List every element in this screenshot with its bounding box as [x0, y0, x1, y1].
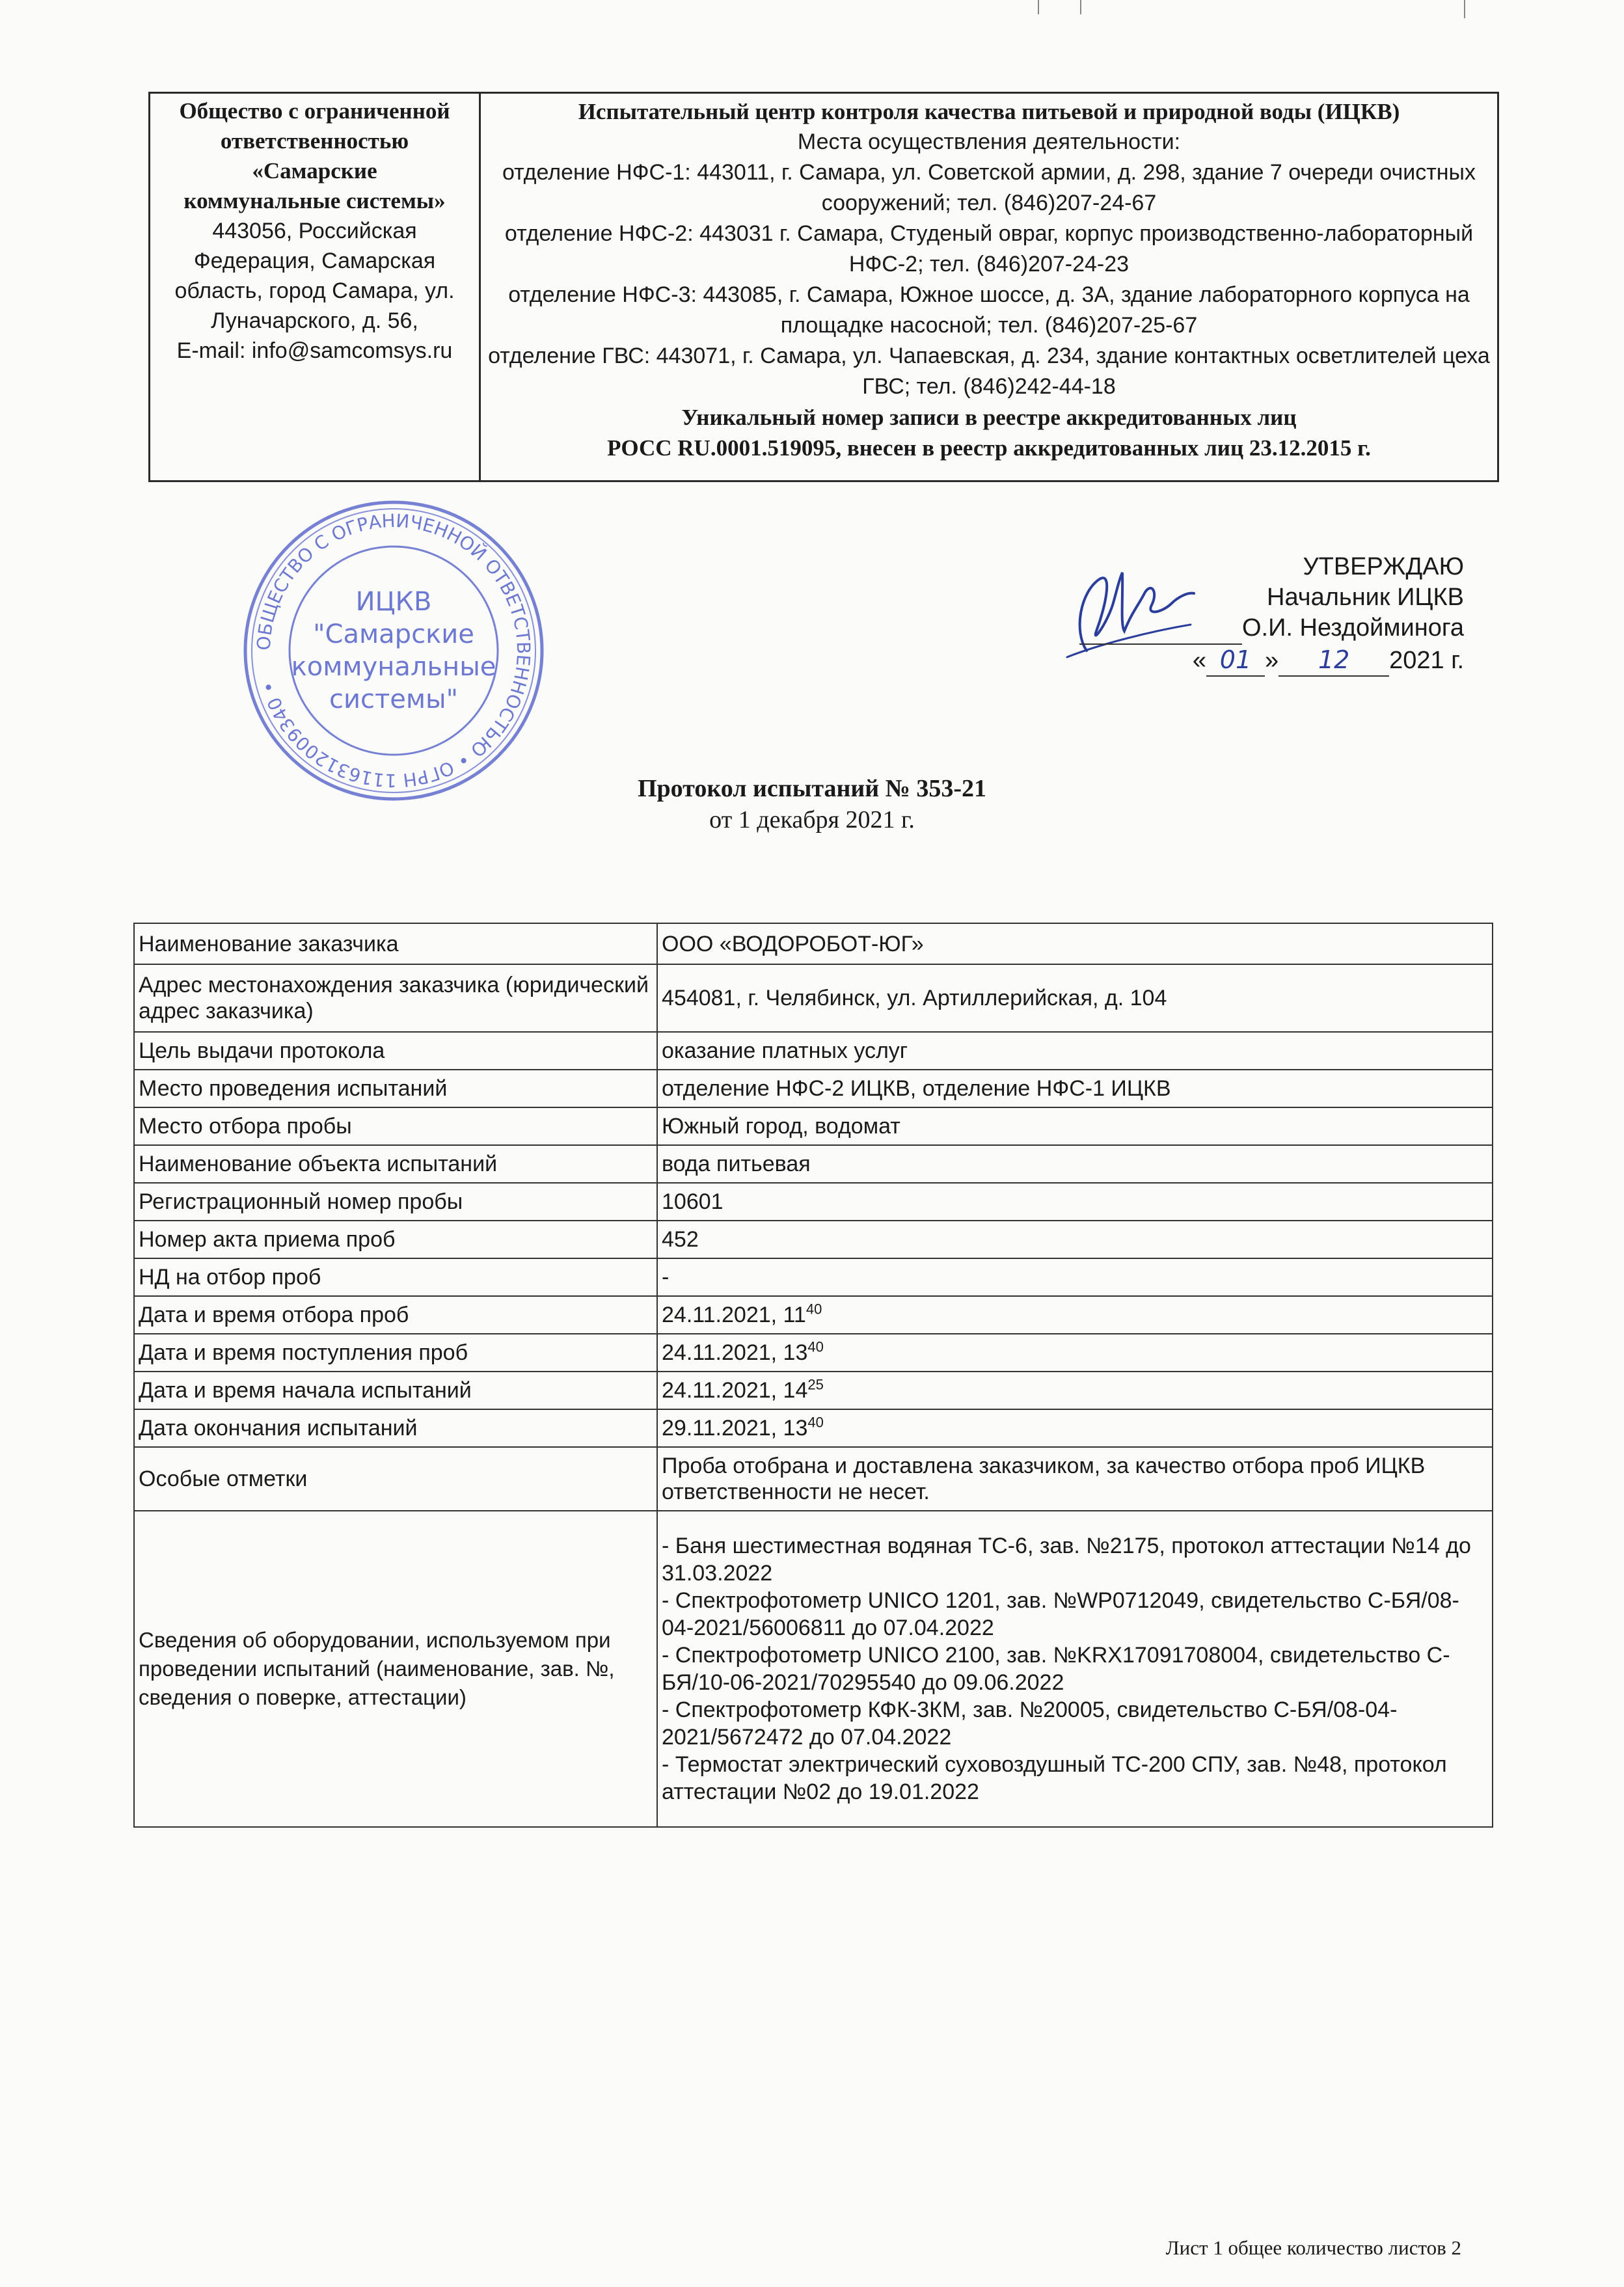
- datetime-value: 24.11.2021, 14: [662, 1378, 808, 1403]
- equipment-list: [657, 1511, 1493, 1827]
- protocol-table: [133, 923, 1493, 1828]
- quote-open: «: [1192, 647, 1206, 674]
- table-row: [134, 1296, 1493, 1334]
- row-key: Дата и время отбора проб: [134, 1296, 657, 1334]
- row-value: [657, 1334, 1493, 1372]
- row-value: вода питьевая: [657, 1145, 1493, 1183]
- approver-name-line: [1079, 613, 1464, 645]
- signature-line: [1079, 613, 1242, 645]
- row-key: Особые отметки: [134, 1447, 657, 1511]
- equipment-item: - Спектрофотометр UNICO 1201, зав. №WP0712049, свидетельство С-БЯ/08-04-2021/56006811 до 07.04.2022: [662, 1588, 1459, 1640]
- approver-name: О.И. Нездойминога: [1241, 614, 1464, 642]
- organization-cell: [150, 94, 481, 480]
- row-key: Номер акта приема проб: [134, 1221, 657, 1258]
- scan-mark: [1464, 0, 1465, 18]
- org-name-line: Общество с ограниченной: [179, 98, 450, 124]
- approver-position: Начальник ИЦКВ: [1267, 584, 1464, 611]
- approval-date: [1079, 645, 1464, 677]
- row-key: Место отбора пробы: [134, 1107, 657, 1145]
- row-key: Место проведения испытаний: [134, 1070, 657, 1107]
- org-email: E-mail: info@samcomsys.ru: [176, 338, 453, 363]
- stamp-center: [237, 494, 550, 807]
- row-value: ООО «ВОДОРОБОТ-ЮГ»: [657, 923, 1493, 964]
- header-table: [148, 92, 1499, 482]
- datetime-value: 29.11.2021, 13: [662, 1416, 808, 1441]
- row-key: Наименование объекта испытаний: [134, 1145, 657, 1183]
- site-nfs3: отделение НФС-3: 443085, г. Самара, Южное шоссе, д. 3А, здание лабораторного корпуса на площадке насосной; тел. (846)207-25-67: [508, 282, 1470, 338]
- table-row: [134, 923, 1493, 964]
- row-value: Южный город, водомат: [657, 1107, 1493, 1145]
- quote-close: »: [1264, 647, 1279, 674]
- row-key: Адрес местонахождения заказчика (юридический адрес заказчика): [134, 964, 657, 1032]
- row-value: 454081, г. Челябинск, ул. Артиллерийская, д. 104: [657, 964, 1493, 1032]
- protocol-date: от 1 декабря 2021 г.: [709, 806, 915, 833]
- table-row: [134, 1070, 1493, 1107]
- stamp-ring-text: ОБЩЕСТВО С ОГРАНИЧЕННОЙ ОТВЕТСТВЕННОСТЬЮ • ОГРН 1116312009340 •: [252, 509, 535, 792]
- table-row: [134, 1032, 1493, 1070]
- row-value: [657, 1296, 1493, 1334]
- table-row: [134, 1107, 1493, 1145]
- row-value: оказание платных услуг: [657, 1032, 1493, 1070]
- protocol-title: Протокол испытаний № 353-21: [637, 775, 987, 802]
- approval-year: 2021 г.: [1389, 647, 1464, 674]
- organization-stamp: [237, 494, 550, 807]
- row-value: -: [657, 1258, 1493, 1296]
- registry-line: Уникальный номер записи в реестре аккредитованных лиц: [681, 405, 1297, 430]
- equipment-item: - Термостат электрический суховоздушный ТС-200 СПУ, зав. №48, протокол аттестации №02 до 19.01.2022: [662, 1752, 1447, 1804]
- row-value: 10601: [657, 1183, 1493, 1221]
- row-value: [657, 1409, 1493, 1447]
- testing-center-cell: [481, 94, 1497, 480]
- equipment-item: - Спектрофотометр КФК-3КМ, зав. №20005, свидетельство С-БЯ/08-04-2021/5672472 до 07.04.2022: [662, 1698, 1398, 1750]
- scan-mark: [1038, 0, 1039, 14]
- equipment-item: - Баня шестиместная водяная ТС-6, зав. №2175, протокол аттестации №14 до 31.03.2022: [662, 1534, 1471, 1586]
- approval-block: [1079, 552, 1464, 677]
- stamp-line: "Самарские: [313, 619, 474, 649]
- org-address: 443056, Российская Федерация, Самарская область, город Самара, ул. Луначарского, д. 56,: [174, 219, 455, 333]
- row-key: Наименование заказчика: [134, 923, 657, 964]
- table-row: [134, 1372, 1493, 1409]
- table-row: [134, 1145, 1493, 1183]
- table-row: [134, 1409, 1493, 1447]
- approve-label: УТВЕРЖДАЮ: [1303, 553, 1464, 580]
- site-gvs: отделение ГВС: 443071, г. Самара, ул. Чапаевская, д. 234, здание контактных осветлителей цеха ГВС; тел. (846)242-44-18: [488, 344, 1490, 399]
- datetime-value: 24.11.2021, 13: [662, 1340, 808, 1365]
- stamp-line: системы": [329, 684, 459, 714]
- datetime-minutes: 25: [807, 1376, 824, 1393]
- stamp-line: коммунальные: [291, 652, 496, 682]
- datetime-minutes: 40: [807, 1338, 824, 1355]
- row-key: Дата окончания испытаний: [134, 1409, 657, 1447]
- datetime-minutes: 40: [807, 1414, 824, 1431]
- row-value: [657, 1372, 1493, 1409]
- scan-mark: [1080, 0, 1081, 14]
- table-row: [134, 1511, 1493, 1827]
- row-key: НД на отбор проб: [134, 1258, 657, 1296]
- row-value: 452: [657, 1221, 1493, 1258]
- table-row: [134, 1334, 1493, 1372]
- equipment-item: - Спектрофотометр UNICO 2100, зав. №KRX17091708004, свидетельство С-БЯ/10-06-2021/70295540 до 09.06.2022: [662, 1643, 1450, 1695]
- registry-number: РОСС RU.0001.519095, внесен в реестр аккредитованных лиц 23.12.2015 г.: [607, 435, 1371, 461]
- stamp-line: ИЦКВ: [355, 587, 432, 617]
- org-name-line: «Самарские: [252, 158, 377, 183]
- table-row: [134, 1447, 1493, 1511]
- org-name-line: ответственностью: [220, 128, 409, 154]
- row-key: Дата и время поступления проб: [134, 1334, 657, 1372]
- site-nfs1: отделение НФС-1: 443011, г. Самара, ул. Советской армии, д. 298, здание 7 очереди очистных сооружений; тел. (846)207-24-67: [502, 160, 1476, 215]
- row-key: Регистрационный номер пробы: [134, 1183, 657, 1221]
- sheet-counter: Лист 1 общее количество листов 2: [1165, 2236, 1461, 2259]
- org-name-line: коммунальные системы»: [183, 188, 446, 213]
- row-value: Проба отобрана и доставлена заказчиком, за качество отбора проб ИЦКВ ответственности не несет.: [657, 1447, 1493, 1511]
- row-key: Цель выдачи протокола: [134, 1032, 657, 1070]
- approval-month: 12: [1279, 645, 1389, 677]
- equipment-key: Сведения об оборудовании, используемом при проведении испытаний (наименование, зав. №, сведения о поверке, аттестации): [134, 1511, 657, 1827]
- row-value: отделение НФС-2 ИЦКВ, отделение НФС-1 ИЦКВ: [657, 1070, 1493, 1107]
- center-title: Испытательный центр контроля качества питьевой и природной воды (ИЦКВ): [578, 99, 1400, 124]
- approval-day: 01: [1206, 645, 1265, 677]
- site-nfs2: отделение НФС-2: 443031 г. Самара, Студеный овраг, корпус производственно-лабораторный НФС-2; тел. (846)207-24-23: [504, 221, 1474, 277]
- table-row: [134, 1258, 1493, 1296]
- datetime-value: 24.11.2021, 11: [662, 1303, 806, 1327]
- sites-heading: Места осуществления деятельности:: [797, 129, 1181, 154]
- table-row: [134, 1183, 1493, 1221]
- table-row: [134, 1221, 1493, 1258]
- datetime-minutes: 40: [805, 1301, 822, 1318]
- row-key: Дата и время начала испытаний: [134, 1372, 657, 1409]
- table-row: [134, 964, 1493, 1032]
